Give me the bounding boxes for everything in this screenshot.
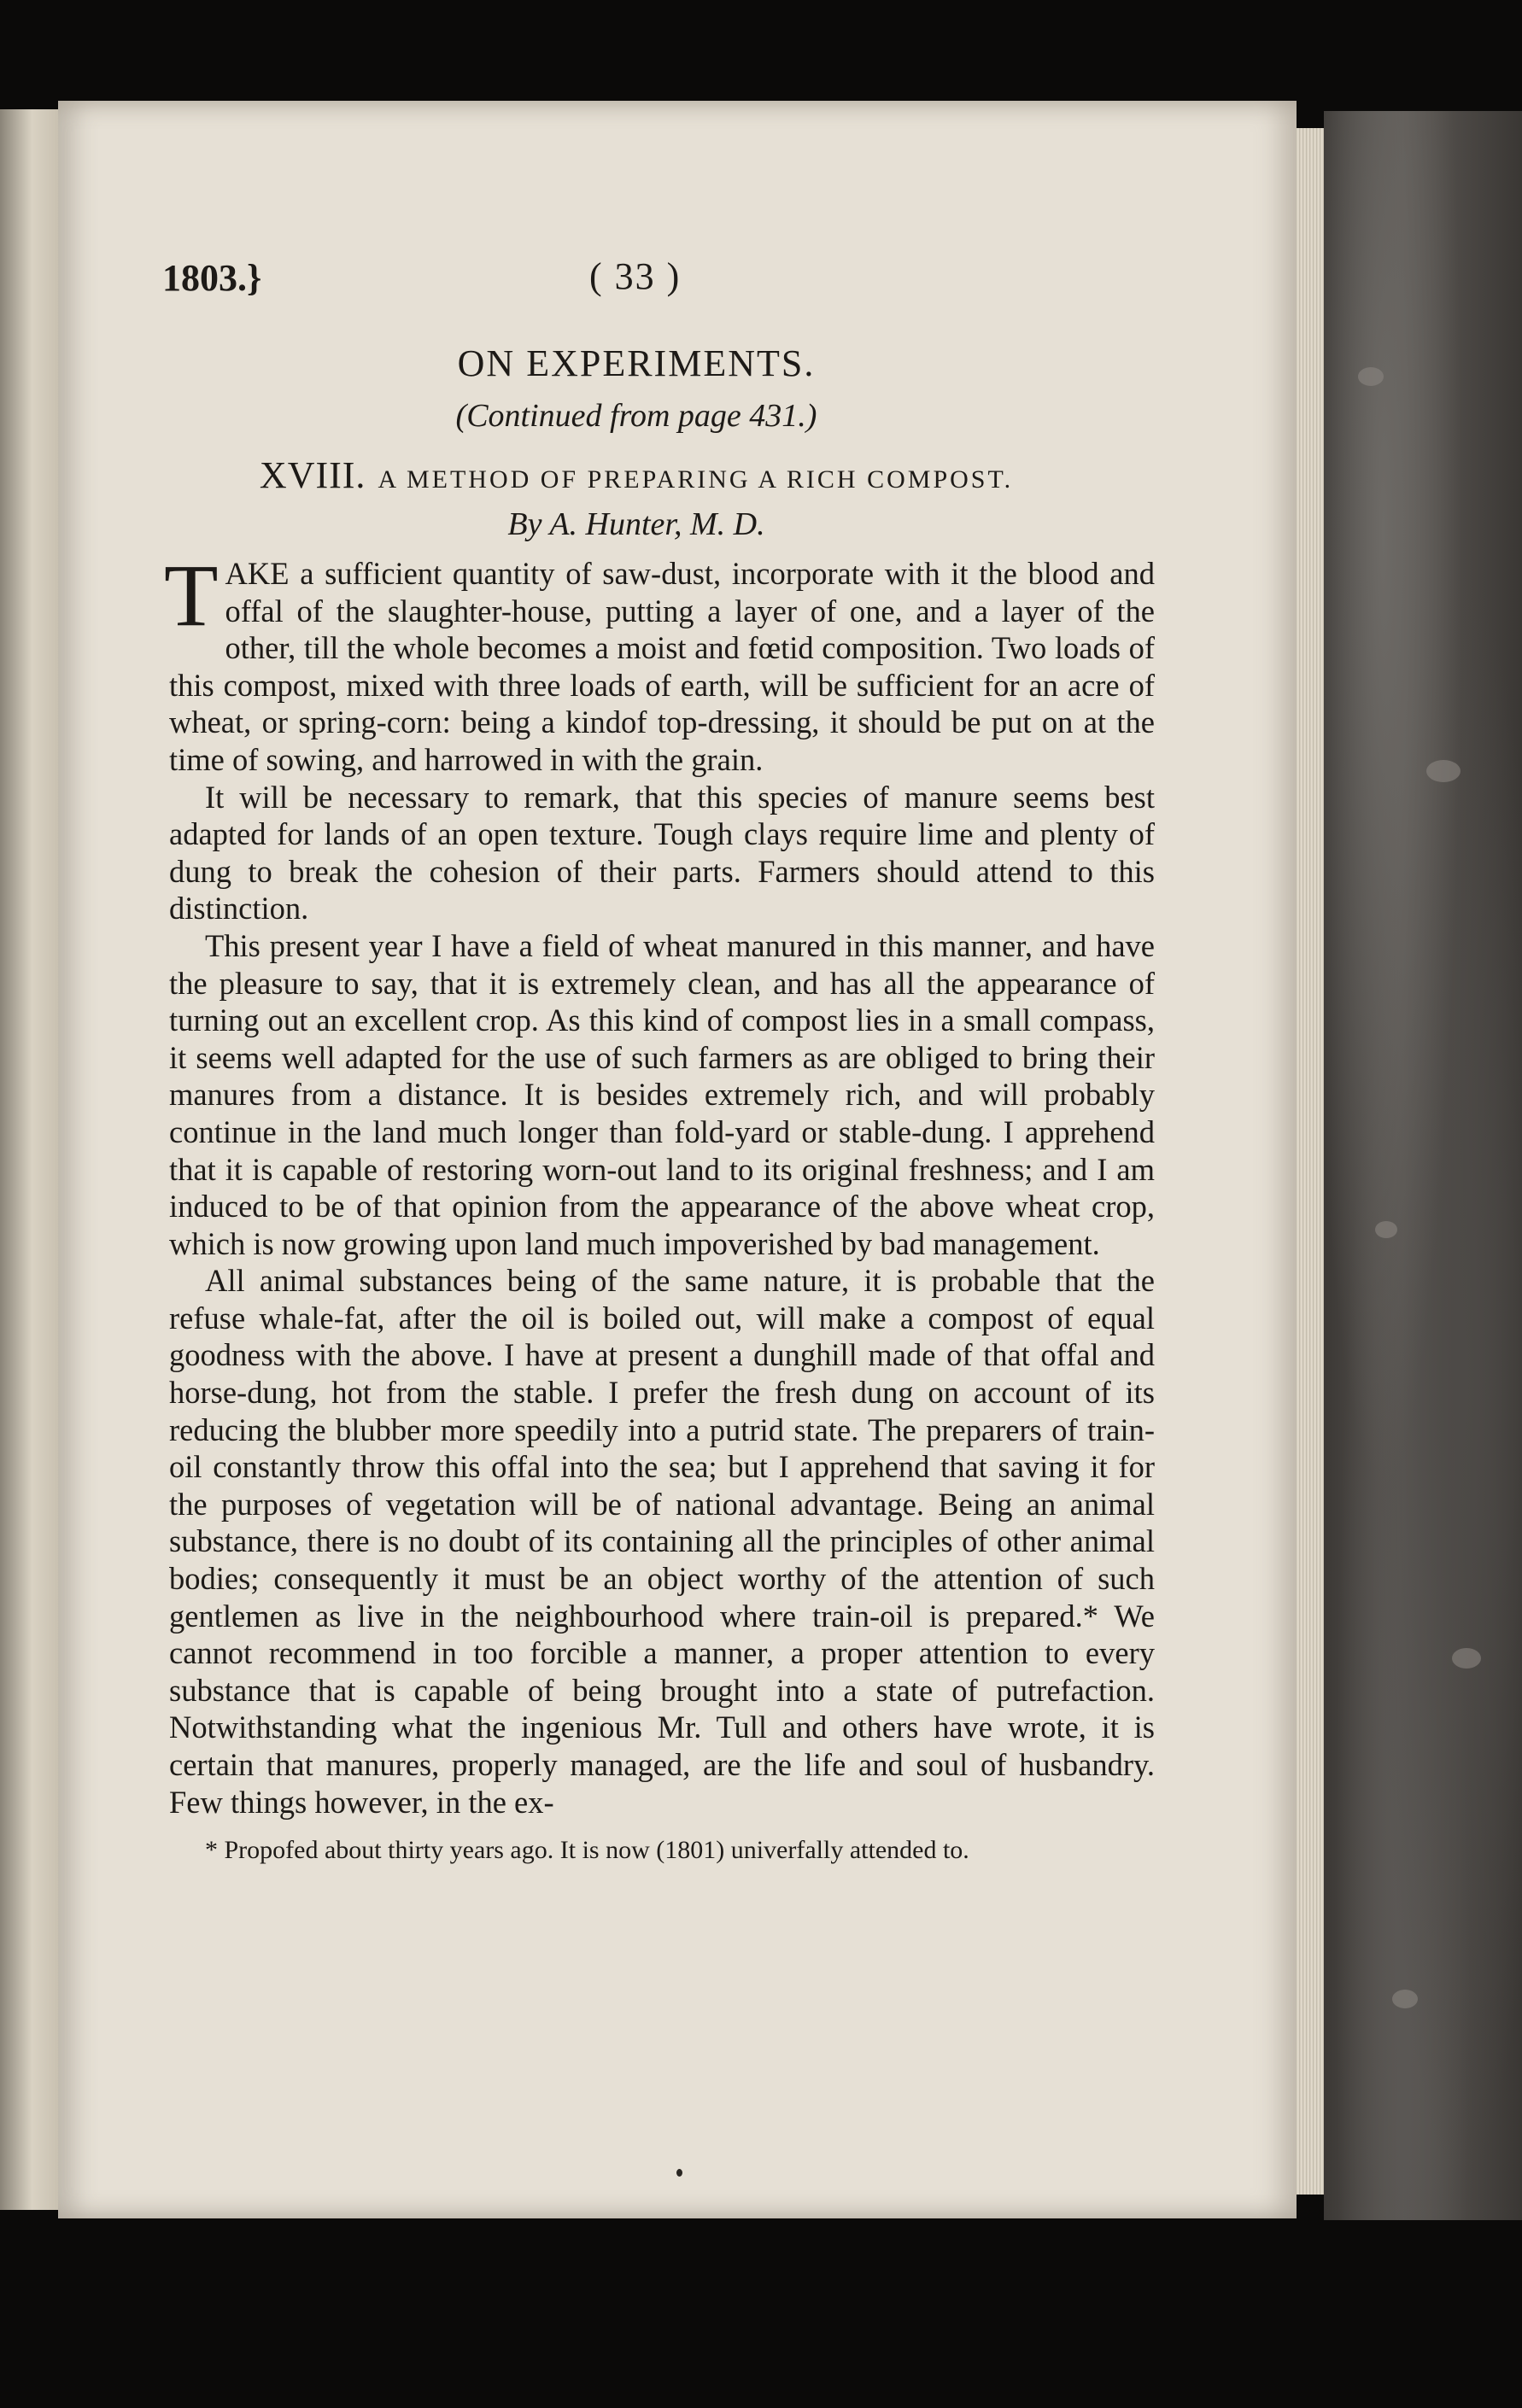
section-number: XVIII.	[259, 454, 366, 496]
paragraph-text: AKE a sufficient quantity of saw-dust, incorporate with it the blood and offal of the slaughter-house, putting a layer of one, and a layer of the other, till the whole becomes a moist and fœtid composition. Two loads of this compost, mixed with three loads of earth, will be sufficient for an acre of wheat, or spring-corn: being a kindof top-dressing, it should be put on at the time of sowing, and harrowed in with the grain.	[169, 556, 1155, 777]
marbled-cover	[1324, 111, 1522, 2220]
paragraph: It will be necessary to remark, that this species of manure seems best adapted for lands of an open texture. Tough clays require lime and plenty of dung to break the cohesion of their parts. Farmers should attend to this distinction.	[169, 779, 1155, 926]
cover-spot	[1358, 367, 1384, 386]
cover-spot	[1426, 760, 1461, 782]
page-edges	[1297, 128, 1324, 2195]
section-title: A METHOD OF PREPARING A RICH COMPOST.	[378, 465, 1014, 494]
page-number: ( 33 )	[589, 255, 682, 297]
footnote: * Propofed about thirty years ago. It is now (1801) univerfally attended to.	[205, 1836, 969, 1865]
header-year: 1803.}	[162, 257, 262, 299]
running-header	[111, 248, 1162, 307]
page-content	[111, 248, 1162, 1868]
article-title: ON EXPERIMENTS.	[457, 342, 816, 384]
drop-cap: T	[164, 546, 219, 645]
cover-spot	[1375, 1221, 1397, 1238]
author-line: By A. Hunter, M. D.	[507, 506, 765, 542]
paragraph: This present year I have a field of wheat manured in this manner, and have the pleasure to say, that it is extremely clean, and has all the appearance of turning out an excellent crop. As this kind of compost lies in a small compass, it seems well adapted for the use of such farmers as are obliged to bring their manures from a distance. It is besides extremely rich, and will probably continue in the land much longer than fold-yard or stable-dung. I apprehend that it is capable of restoring worn-out land to its original freshness; and I am induced to be of that opinion from the appearance of the above wheat crop, which is now growing upon land much impoverished by bad management.	[169, 927, 1155, 1261]
paragraph: All animal substances being of the same nature, it is probable that the refuse whale-fat, after the oil is boiled out, will make a compost of equal goodness with the above. I have at present a dunghill made of that offal and horse-dung, hot from the stable. I prefer the fresh dung on account of its reducing the blubber more speedily into a putrid state. The preparers of train-oil constantly throw this offal into the sea; but I apprehend that saving it for the purposes of vegetation will be of national advantage. Being an animal substance, there is no doubt of its containing all the principles of other animal bodies; consequently it must be an object worthy of the attention of such gentlemen as live in the neighbourhood where train-oil is prepared.* We cannot recommend in too forcible a manner, a proper attention to every substance that is capable of being brought into a state of putrefaction. Notwithstanding what the ingenious Mr. Tull and others have wrote, it is certain that manures, properly managed, are the life and soul of husbandry. Few things however, in the ex-	[169, 1263, 1155, 1820]
left-page-edge	[0, 109, 58, 2210]
paragraph	[164, 546, 1155, 779]
section-heading	[111, 453, 1162, 497]
cover-spot	[1452, 1648, 1481, 1669]
ink-dot	[676, 2169, 682, 2177]
cover-spot	[1392, 1990, 1418, 2008]
continued-note: (Continued from page 431.)	[455, 398, 817, 434]
article-body	[164, 546, 1155, 1821]
